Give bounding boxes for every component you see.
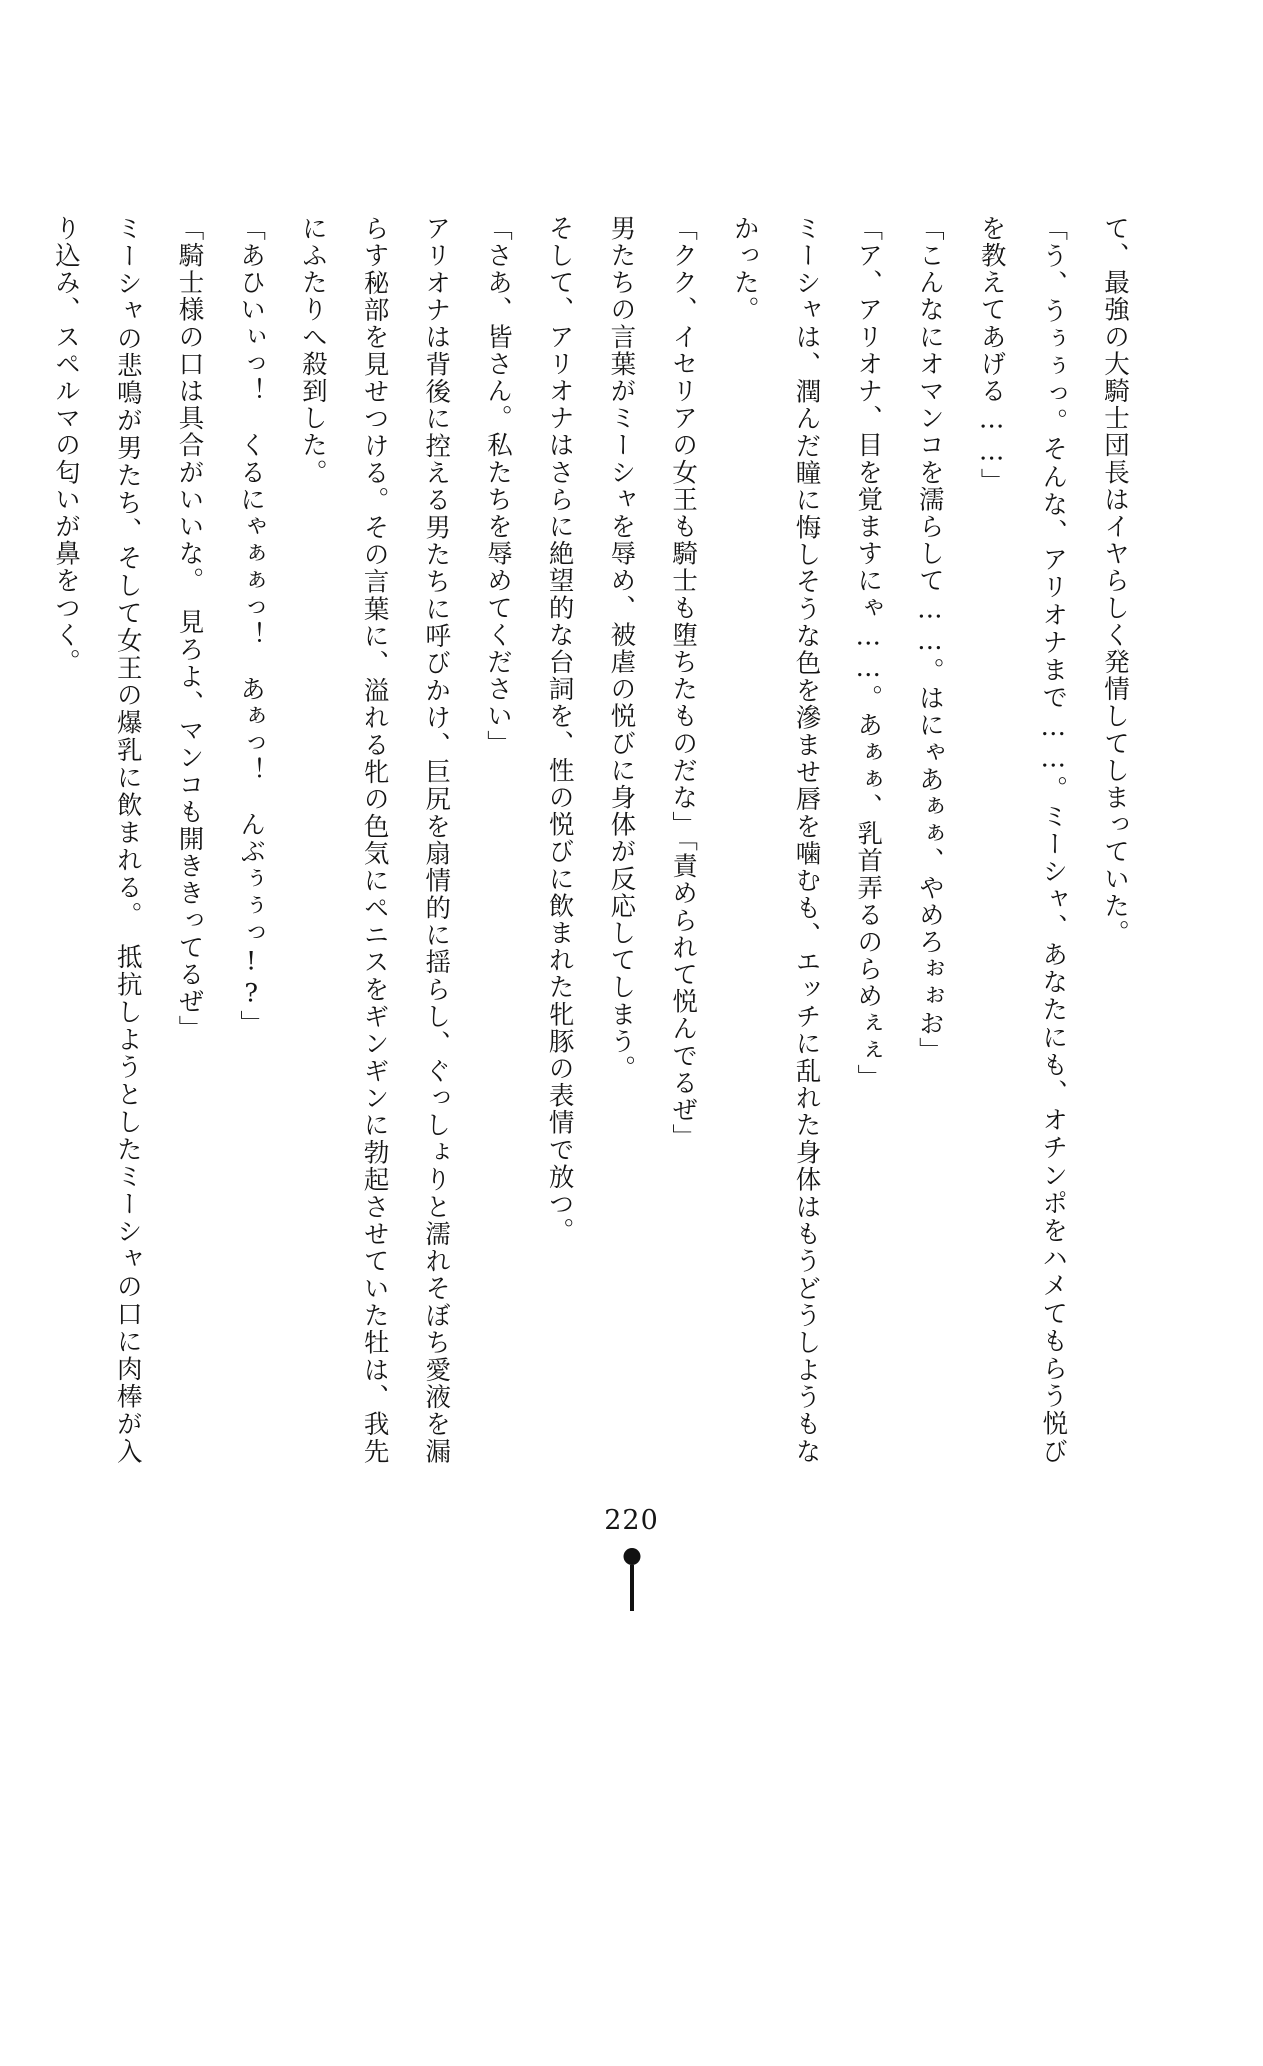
body-paragraph: 「う、うぅぅっ。そんな、アリオナまで……。ミーシャ、あなたにも、オチンポをハメてもらう悦びを教えてあげる……」 xyxy=(976,215,1069,1465)
body-paragraph: 「あひいぃっ！ くるにゃぁぁっ！ あぁっ！ んぶぅぅっ!?」 xyxy=(236,215,267,1037)
footer-ornament xyxy=(617,1548,647,1608)
body-paragraph: ミーシャの悲鳴が男たち、そして女王の爆乳に飲まれる。 抵抗しようとしたミーシャの口に肉棒が入り込み、スペルマの匂いが鼻をつく。 xyxy=(51,215,143,1465)
body-paragraph: 「こんなにオマンコを濡らして……。はにゃあぁぁ、やめろぉぉお」 xyxy=(914,215,945,1065)
page-number: 220 xyxy=(604,1505,659,1536)
body-paragraph: 「クク、イセリアの女王も騎士も堕ちたものだな」「責められて悦んでるぜ」 xyxy=(668,215,699,1151)
body-paragraph: そして、アリオナはさらに絶望的な台詞を、性の悦びに飲まれた牝豚の表情で放つ。 xyxy=(544,215,575,1245)
vertical-text-body xyxy=(51,215,1145,1465)
body-paragraph: アリオナは背後に控える男たちに呼びかけ、巨尻を扇情的に揺らし、ぐっしょりと濡れそぼち愛液を漏らす秘部を見せつける。その言葉に、溢れる牝の色気にペニスをギンギンに勃起させていた牡は、我先にふたりへ殺到した。 xyxy=(297,215,452,1465)
body-paragraph: 「騎士様の口は具合がいいな。 見ろよ、マンコも開ききってるぜ」 xyxy=(174,215,205,1043)
body-paragraph: 「ア、アリオナ、目を覚ますにゃ……。あぁぁ、乳首弄るのらめぇぇ」 xyxy=(853,215,884,1092)
body-paragraph: て、最強の大騎士団長はイヤらしく発情してしまっていた。 xyxy=(1100,215,1130,947)
body-paragraph: 男たちの言葉がミーシャを辱め、被虐の悦びに身体が反応してしまう。 xyxy=(606,215,637,1083)
footer-dot-icon xyxy=(623,1548,640,1565)
footer-rule-icon xyxy=(630,1565,634,1611)
body-paragraph: ミーシャは、潤んだ瞳に悔しそうな色を滲ませ唇を噛むも、エッチに乱れた身体はもうどうしようもなかった。 xyxy=(729,215,822,1465)
body-paragraph: 「さあ、皆さん。私たちを辱めてください」 xyxy=(482,215,513,757)
